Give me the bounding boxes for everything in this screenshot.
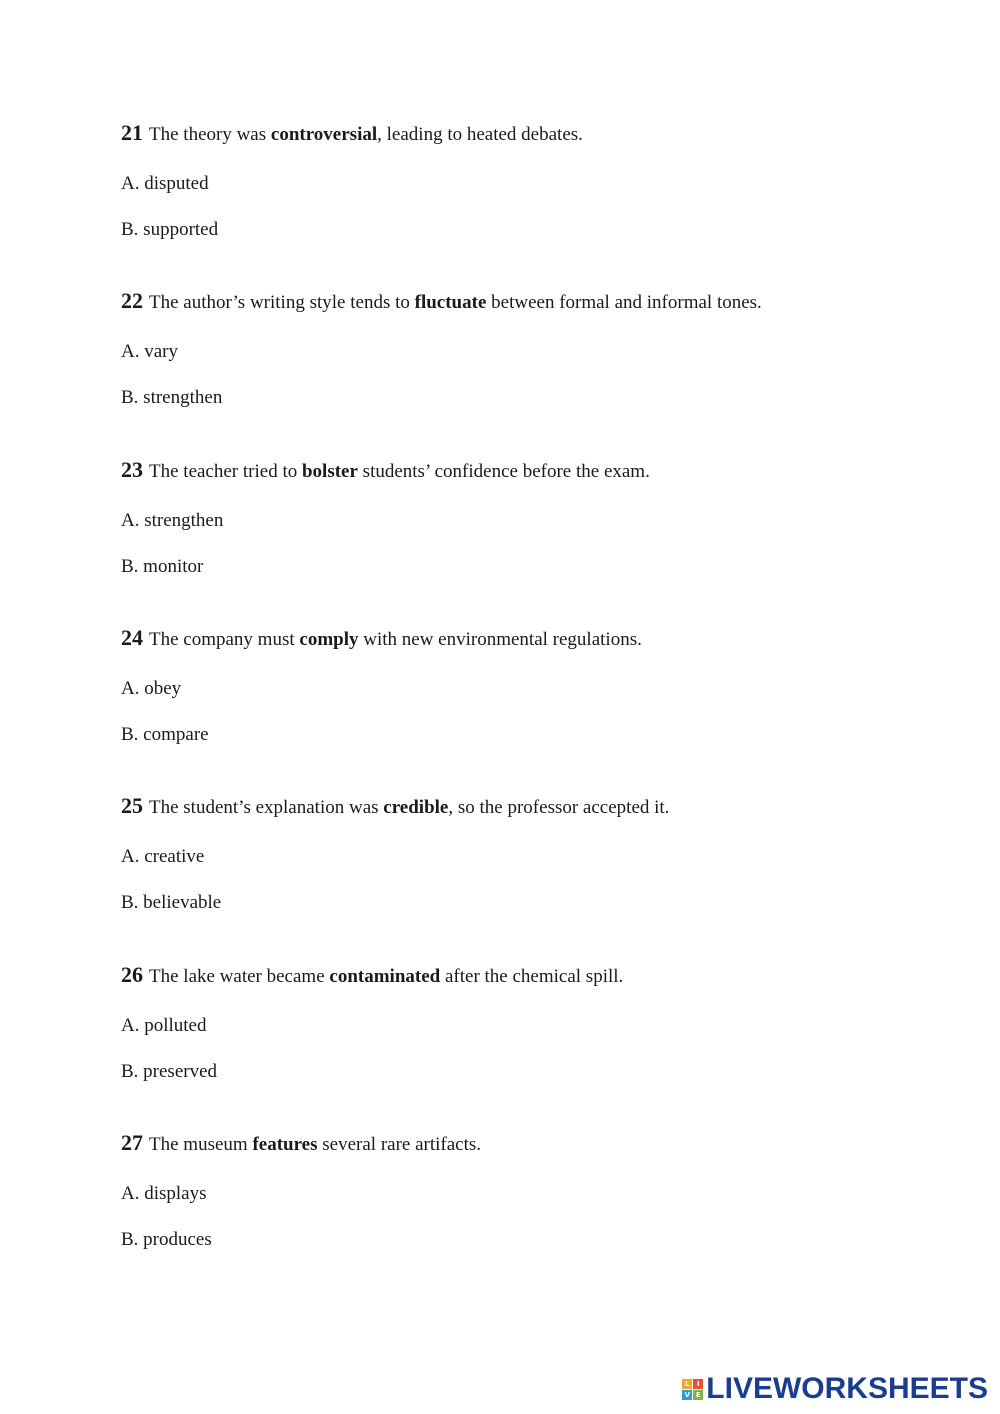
option-a[interactable]: A. displays (121, 1183, 207, 1204)
option-a[interactable]: A. polluted (121, 1015, 207, 1036)
option-b[interactable]: B. believable (121, 892, 222, 913)
stem-text: The museum (149, 1134, 253, 1155)
stem-text: students’ confidence before the exam. (357, 461, 650, 482)
question-27 (121, 1130, 981, 1253)
question-23 (121, 457, 981, 580)
liveworksheets-logo (682, 1372, 988, 1406)
logo-letter-e: E (693, 1390, 703, 1400)
logo-letter-v: V (682, 1390, 692, 1400)
stem-text: between formal and informal tones. (486, 292, 762, 313)
question-number: 25 (121, 793, 143, 818)
stem-text: , leading to heated debates. (377, 124, 583, 145)
stem-text: The theory was (149, 124, 271, 145)
question-number: 24 (121, 625, 143, 650)
stem-text: The teacher tried to (149, 461, 302, 482)
question-stem (121, 120, 981, 148)
logo-letter-l: L (682, 1379, 692, 1389)
logo-letter-i: I (693, 1379, 703, 1389)
keyword: controversial (270, 124, 378, 145)
question-stem (121, 457, 981, 485)
question-stem (121, 1130, 981, 1158)
keyword: contaminated (329, 966, 441, 987)
question-26 (121, 962, 981, 1085)
question-22 (121, 288, 981, 411)
stem-text: after the chemical spill. (440, 966, 624, 987)
stem-text: The company must (149, 629, 300, 650)
question-25 (121, 793, 981, 916)
option-b[interactable]: B. strengthen (121, 387, 223, 408)
stem-text: The student’s explanation was (149, 797, 384, 818)
option-b[interactable]: B. supported (121, 219, 219, 240)
option-b[interactable]: B. preserved (121, 1061, 218, 1082)
option-b[interactable]: B. compare (121, 724, 209, 745)
option-a[interactable]: A. creative (121, 846, 205, 867)
option-a[interactable]: A. obey (121, 678, 182, 699)
question-number: 27 (121, 1130, 143, 1155)
question-number: 26 (121, 962, 143, 987)
question-number: 23 (121, 457, 143, 482)
stem-text: The author’s writing style tends to (149, 292, 415, 313)
option-a[interactable]: A. disputed (121, 173, 209, 194)
question-stem (121, 793, 981, 821)
keyword: credible (383, 797, 449, 818)
question-stem (121, 962, 981, 990)
keyword: fluctuate (414, 292, 487, 313)
option-a[interactable]: A. vary (121, 341, 178, 362)
keyword: bolster (301, 461, 358, 482)
stem-text: with new environmental regulations. (358, 629, 642, 650)
question-21 (121, 120, 981, 243)
option-a[interactable]: A. strengthen (121, 510, 224, 531)
question-24 (121, 625, 981, 748)
stem-text: The lake water became (149, 966, 330, 987)
question-stem (121, 625, 981, 653)
option-b[interactable]: B. produces (121, 1229, 212, 1250)
question-stem (121, 288, 981, 316)
stem-text: several rare artifacts. (317, 1134, 482, 1155)
live-blocks-icon (682, 1379, 703, 1400)
keyword: comply (299, 629, 359, 650)
stem-text: , so the professor accepted it. (448, 797, 670, 818)
option-b[interactable]: B. monitor (121, 556, 204, 577)
question-number: 22 (121, 288, 143, 313)
question-number: 21 (121, 120, 143, 145)
brand-name: LIVEWORKSHEETS (706, 1372, 988, 1405)
keyword: features (252, 1134, 318, 1155)
